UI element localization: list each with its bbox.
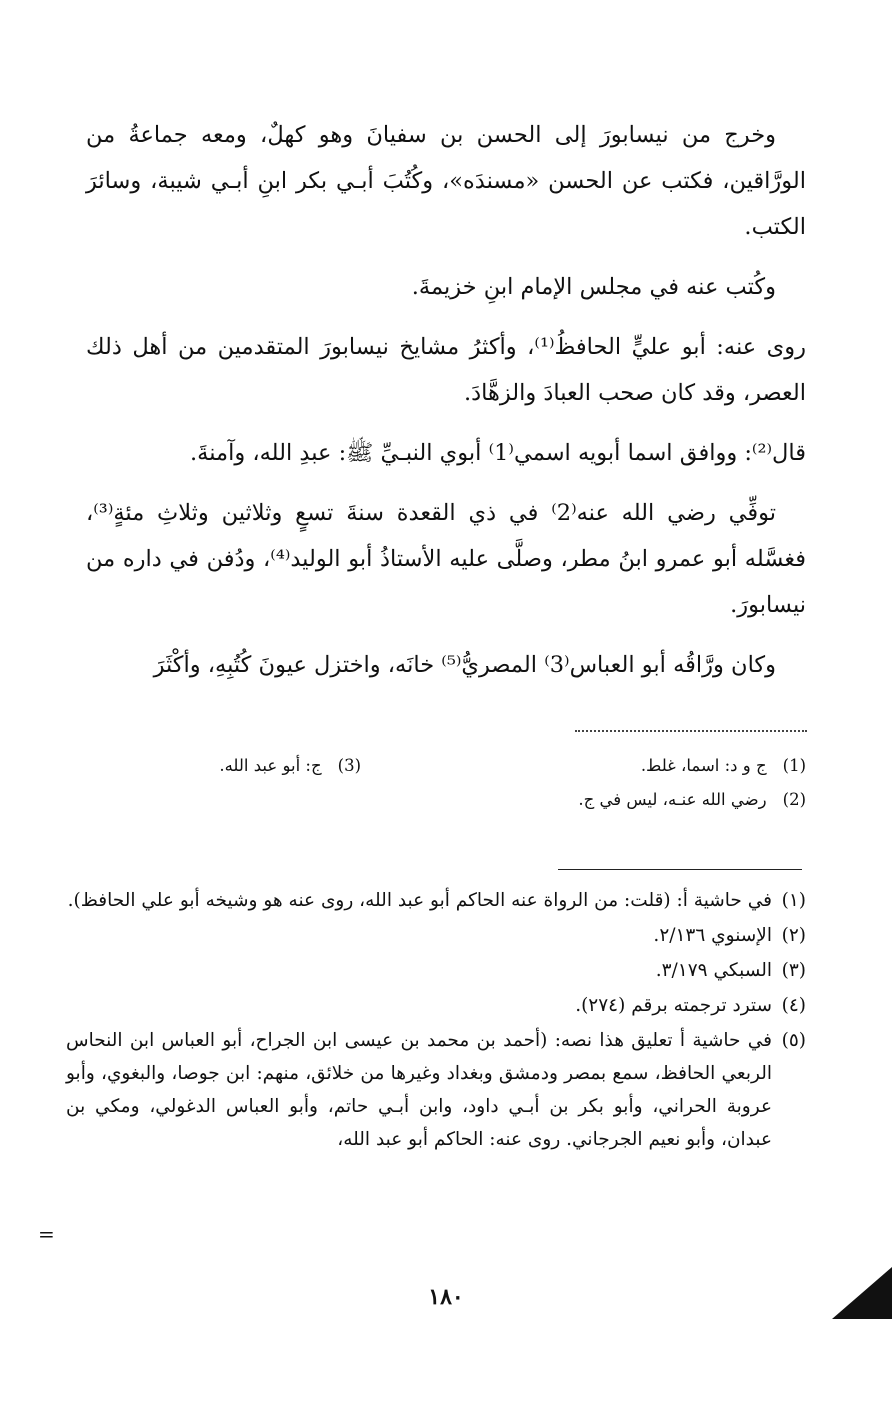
footnote <box>66 1024 806 1156</box>
page-number: ١٨٠ <box>428 1284 464 1310</box>
footnote-text: في حاشية أ تعليق هذا نصه: (أحمد بن محمد بن عيسى ابن الجراح، أبو العباس ابن النحاس الربعي الحافظ، سمع بمصر ودمشق وبغداد وغيرها من خلائق، منهم: ابن جوصا، والبغوي، وأبو عروبة الحراني، وأبو بكر بن أبـي داود، وابن أبـي حاتم، وأبو العباس الدغولي، ومكي بن عبدان، وأبو نعيم الجرجاني. روى عنه: الحاكم أبو عبد الله، <box>66 1030 772 1150</box>
paragraph: وخرج من نيسابورَ إلى الحسن بن سفيانَ وهو كهلٌ، ومعه جماعةُ من الورَّاقين، فكتب عن الحسن «مسندَه»، وكُتُبَ أبـي بكر ابنِ أبـي شيبة، وسائرَ الكتب. <box>86 122 806 240</box>
footnote-rule <box>558 869 802 870</box>
note-text: رضي الله عنـه، ليس في ج. <box>578 790 767 809</box>
continuation-mark: = <box>38 1222 55 1246</box>
note-text: ج و د: اسما، غلط. <box>640 756 767 775</box>
manuscript-notes <box>86 756 806 824</box>
page-corner-triangle-icon <box>832 1267 892 1347</box>
manuscript-notes-row <box>86 790 806 824</box>
footnote <box>66 919 806 952</box>
footnote-text: السبكي ٣/١٧٩. <box>655 960 772 981</box>
footnote <box>66 989 806 1022</box>
note-text: ج: أبو عبد الله. <box>219 756 322 775</box>
footnotes <box>66 884 806 1158</box>
footnote-text: في حاشية أ: (قلت: من الرواة عنه الحاكم أبو عبد الله، روى عنه هو وشيخه أبو علي الحافظ). <box>67 890 772 911</box>
manuscript-note <box>219 756 361 775</box>
footnote-number: (٢) <box>781 925 806 946</box>
manuscript-note <box>578 790 806 809</box>
paragraph: توفِّي رضي الله عنه⁽2⁾ في ذي القعدة سنةَ تسعٍ وثلاثين وثلاثِ مئةٍ⁽³⁾، فغسَّله أبو عمرو ابنُ مطر، وصلَّى عليه الأستاذُ أبو الوليد⁽⁴⁾، ودُفن في داره من نيسابورَ. <box>86 500 806 618</box>
manuscript-note <box>641 756 806 775</box>
footnote <box>66 954 806 987</box>
paragraph: وكان ورَّاقُه أبو العباس⁽3⁾ المصريُّ⁽⁵⁾ خانَه، واختزل عيونَ كُتُبِهِ، وأكْثَرَ <box>153 652 776 678</box>
main-text <box>86 112 806 702</box>
manuscript-notes-row <box>86 756 806 790</box>
footnote-number: (٤) <box>781 995 806 1016</box>
footnote-number: (٣) <box>781 960 806 981</box>
footnote-text: الإسنوي ٢/١٣٦. <box>653 925 772 946</box>
paragraph: روى عنه: أبو عليٍّ الحافظُ⁽¹⁾، وأكثرُ مشايخ نيسابورَ المتقدمين من أهل ذلك العصر، وقد كان صحب العبادَ والزهَّادَ. <box>86 334 806 406</box>
paragraph: وكُتب عنه في مجلس الإمام ابنِ خزيمةَ. <box>411 274 776 300</box>
footnote-number: (٥) <box>781 1030 806 1051</box>
note-number: (2) <box>782 790 806 809</box>
paragraph: قال⁽²⁾: ووافق اسما أبويه اسمي⁽1⁾ أبوي النبـيِّ ﷺ: عبدِ الله، وآمنةَ. <box>190 440 806 466</box>
note-number: (1) <box>782 756 806 775</box>
footnote-text: سترد ترجمته برقم (٢٧٤). <box>575 995 772 1016</box>
footnote <box>66 884 806 917</box>
dotted-separator <box>575 730 807 732</box>
note-number: (3) <box>337 756 361 775</box>
footnote-number: (١) <box>781 890 806 911</box>
